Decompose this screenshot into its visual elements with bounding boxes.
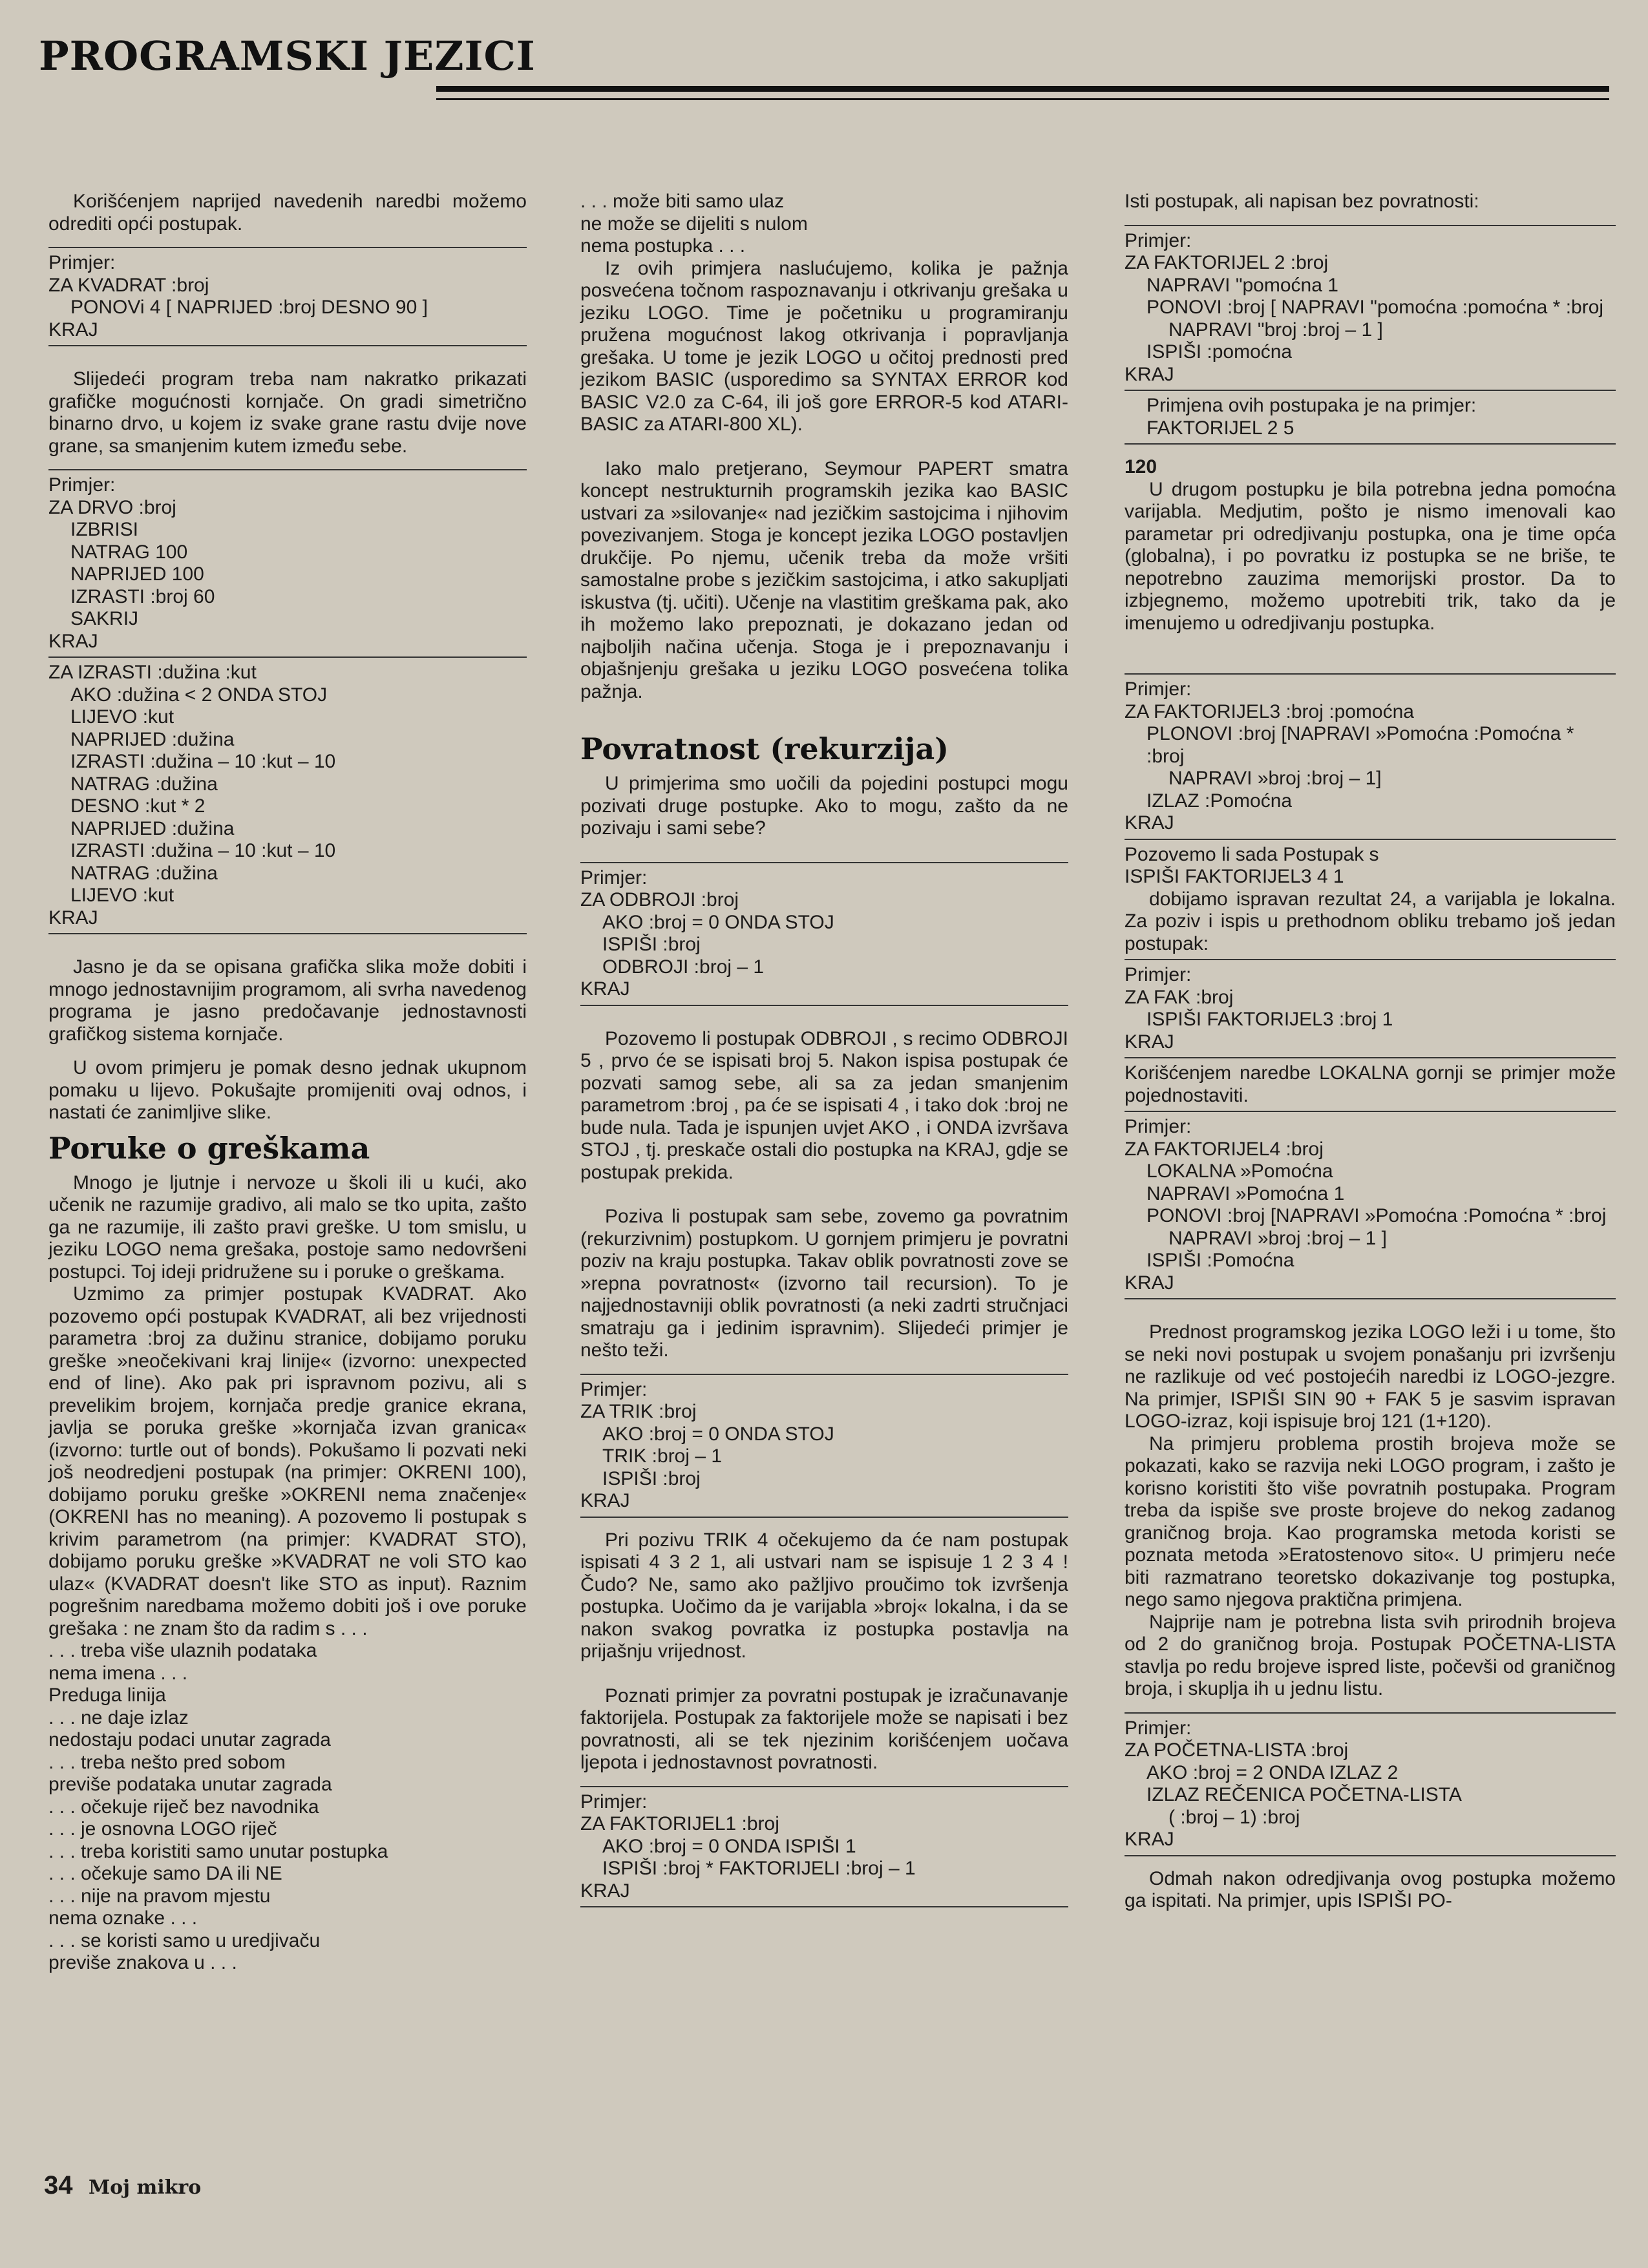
code-line: IZBRISI (70, 519, 139, 540)
code-line: Primjer: (1125, 964, 1192, 985)
code-example (1125, 960, 1616, 1058)
code-line: KRAJ (48, 907, 98, 929)
code-line: KRAJ (580, 978, 630, 1000)
code-line: KRAJ (1125, 1272, 1174, 1294)
code-line: Pozovemo li sada Postupak s (1125, 843, 1379, 865)
code-line: ISPIŠI :broj * FAKTORIJELI :broj – 1 (602, 1858, 916, 1879)
code-line: KRAJ (1125, 1031, 1174, 1053)
code-line: IZLAZ :Pomoćna (1146, 790, 1293, 812)
list-item: . . . je osnovna LOGO riječ (48, 1818, 277, 1840)
code-example (580, 1374, 1068, 1518)
code-line: ISPIŠI FAKTORIJEL3 :broj 1 (1146, 1009, 1393, 1030)
paragraph: Prednost programskog jezika LOGO leži i u tome, što se neki novi postupak u svojem ponašanju pri izvršenju ne razlikuje od već postojećih naredbi iz LOGO-jezgre. Na primjer, ISPIŠI SIN 90 + FAK 5 je sasvim ispravan LOGO-izraz, koji ispisuje broj 121 (1+120). (1125, 1321, 1616, 1432)
code-example (1125, 391, 1616, 445)
paragraph: Iz ovih primjera naslućujemo, kolika je pažnja posvećena točnom raspoznavanju i otkrivanju grešaka u jeziku LOGO. Time je početniku u programiranju pružena mogućnost lakog otkrivanja i popravljanja grešaka. U tome je jezik LOGO u očitoj prednosti pred jezikom BASIC (usporedimo sa SYNTAX ERROR kod BASIC V2.0 za C-64, ili još gore ERROR-5 kod ATARI-BASIC za ATARI-800 XL). (580, 257, 1068, 435)
code-line: PLONOVI :broj [NAPRAVI »Pomoćna :Pomoćna * :broj (1146, 723, 1574, 767)
paragraph: Jasno je da se opisana grafička slika može dobiti i mnogo jednostavnijim programom, ali svrha navedenog programa je jasno predočavanje jednostavnosti grafičkog sistema kornjače. (48, 956, 527, 1045)
paragraph: Mnogo je ljutnje i nervoze u školi ili u kući, ako učenik ne razumije gradivo, ali malo se tko upita, zašto ga ne razumije, ili zašto pravi greške. U tom smislu, u jeziku LOGO nema grešaka, postoje samo nedovršeni postupci. Toj ideji pridružene su i poruke o greškama. (48, 1171, 527, 1283)
code-line: Primjer: (48, 474, 116, 496)
code-line: ZA FAK :broj (1125, 986, 1234, 1008)
result-value: 120 (1125, 456, 1157, 478)
code-line: ZA IZRASTI :dužina :kut (48, 662, 257, 683)
code-line: KRAJ (580, 1880, 630, 1902)
list-item: Preduga linija (48, 1685, 166, 1706)
paragraph: Iako malo pretjerano, Seymour PAPERT smatra koncept nestrukturnih programskih jezika kao BASIC ustvari za »silovanje« nad jezičkim sastojcima i njihovim povezivanjem. Stoga je koncept jezika LOGO postavljen drukčije. Po njemu, učenik treba da može vršiti samostalne probe s jezičkim sastojcima, i atko sakupljati iskustva (tj. učiti). Učenje na vlastitim greškama pak, ako ih možemo lako prepoznati, je dokazano jedan od najboljih načina učenja. Stoga je i prepoznavanju i objašnjenju grešaka u jeziku LOGO posvećena tolika pažnja. (580, 457, 1068, 702)
code-line: ISPIŠI :pomoćna (1146, 341, 1293, 362)
code-line: ( :broj – 1) :broj (1168, 1806, 1300, 1828)
paragraph: Poznati primjer za povratni postupak je izračunavanje faktorijela. Postupak za faktorijele može se napisati i bez povratnosti, ali se tek njezinim korišćenjem uočava ljepota i jednostavnost povratnosti. (580, 1685, 1068, 1773)
code-line: AKO :broj = 0 ONDA ISPIŠI 1 (602, 1835, 856, 1857)
code-line: Primjena ovih postupaka je na primjer: (1146, 395, 1477, 416)
paragraph: U primjerima smo uočili da pojedini postupci mogu pozivati druge postupke. Ako to mogu, zašto da ne pozivaju i sami sebe? (580, 773, 1068, 839)
code-line: IZRASTI :dužina – 10 :kut – 10 (70, 840, 336, 861)
code-line: Primjer: (1125, 1717, 1192, 1739)
code-line: LIJEVO :kut (70, 706, 174, 728)
list-item: . . . treba više ulaznih podataka (48, 1640, 317, 1661)
code-line: AKO :dužina < 2 ONDA STOJ (70, 684, 328, 706)
code-line: NAPRIJED :dužina (70, 728, 235, 750)
code-line: KRAJ (1125, 1829, 1174, 1850)
header-rule (436, 86, 1609, 92)
list-item: . . . treba koristiti samo unutar postupka (48, 1840, 388, 1862)
code-line: NAPRAVI "broj :broj – 1 ] (1168, 319, 1383, 341)
list-item: nema postupka . . . (580, 235, 746, 257)
code-line: ISPIŠI :broj (602, 1467, 701, 1489)
paragraph: Odmah nakon odredjivanja ovog postupka možemo ga ispitati. Na primjer, upis ISPIŠI PO- (1125, 1867, 1616, 1911)
code-line: NAPRAVI »Pomoćna 1 (1146, 1182, 1345, 1204)
code-line: SAKRIJ (70, 608, 139, 629)
code-line: NATRAG :dužina (70, 862, 218, 884)
code-example (1125, 225, 1616, 392)
code-line: NATRAG :dužina (70, 773, 218, 795)
code-line: NAPRAVI "pomoćna 1 (1146, 274, 1338, 296)
header-rule-thin (436, 98, 1609, 100)
code-example (1125, 673, 1616, 840)
code-line: Primjer: (48, 252, 116, 273)
column-2 (580, 191, 1068, 1907)
code-example (48, 469, 527, 658)
code-example (1125, 1712, 1616, 1856)
code-line: ZA ODBROJI :broj (580, 889, 739, 910)
error-message-list (48, 1640, 527, 1975)
list-item: . . . očekuje riječ bez navodnika (48, 1796, 319, 1818)
paragraph: Poziva li postupak sam sebe, zovemo ga povratnim (rekurzivnim) postupkom. U gornjem primjeru je povratni poziv na kraju postupka. Takav oblik povratnosti zove se »repna povratnost« (izvorno tail recursion). To je najjednostavniji oblik povratnosti (a neki zadrti stručnjaci smatraju ga i jedinim ispravnim). Slijedeći primjer je nešto teži. (580, 1206, 1068, 1361)
paragraph: Na primjeru problema prostih brojeva može se pokazati, kako se razvija neki LOGO program, i zašto je korisno koristiti što više povratnih postupaka. Program treba da ispiše sve proste brojeve do nekog zadanog graničnog broja. Kao programska metoda koristi se poznata metoda »Eratostenovo sito«. U primjeru neće biti razmatrano teoretsko dokazivanje tog postupka, nego samo njegova praktična primjena. (1125, 1433, 1616, 1610)
paragraph: Slijedeći program treba nam nakratko prikazati grafičke mogućnosti kornjače. On gradi simetrično binarno drvo, u kojem iz svake grane rastu dvije nove grane, sa smanjenim kutem između sebe. (48, 368, 527, 457)
code-line: LOKALNA »Pomoćna (1146, 1160, 1333, 1182)
list-item: . . . nije na pravom mjestu (48, 1885, 271, 1907)
column-1 (48, 191, 527, 1975)
list-item: previše podataka unutar zagrada (48, 1774, 332, 1795)
code-line: FAKTORIJEL 2 5 (1146, 417, 1294, 439)
paragraph: Pri pozivu TRIK 4 očekujemo da će nam postupak ispisati 4 3 2 1, ali ustvari nam se ispisuje 1 2 3 4 ! Čudo? Ne, samo ako pažljivo proučimo tok izvršenja postupka. Uočimo da je varijabla »broj« lokalna, i da se nakon svakog povratka iz postupka postavlja na prijašnju vrijednost. (580, 1529, 1068, 1662)
code-line: PONOVI :broj [ NAPRAVI "pomoćna :pomoćna * :broj (1146, 297, 1604, 318)
list-item: previše znakova u . . . (48, 1952, 237, 1973)
paragraph: Korišćenjem naprijed navedenih naredbi možemo odrediti opći postupak. (48, 191, 527, 235)
paragraph: Isti postupak, ali napisan bez povratnosti: (1125, 191, 1479, 212)
code-line: IZRASTI :dužina – 10 :kut – 10 (70, 751, 336, 772)
code-line: KRAJ (1125, 363, 1174, 385)
paragraph: Pozovemo li postupak ODBROJI , s recimo ODBROJI 5 , prvo će se ispisati broj 5. Nakon ispisa postupak će pozvati samog sebe, ali sa za jedan smanjenim parametrom :broj , pa će se ispisati 4 , i tako dok :broj ne bude nula. Tada je ispunjen uvjet AKO , i ONDA izvršava STOJ , tj. preskače ostali dio postupka na KRAJ, gdje se postupak prekida. (580, 1027, 1068, 1183)
code-example (580, 1786, 1068, 1908)
code-line: KRAJ (48, 630, 98, 652)
text-box (1125, 1058, 1616, 1112)
code-line: Primjer: (580, 1790, 648, 1812)
list-item: . . . očekuje samo DA ili NE (48, 1863, 282, 1884)
code-line: ZA TRIK :broj (580, 1401, 697, 1422)
list-item: ne može se dijeliti s nulom (580, 213, 808, 235)
code-line: KRAJ (48, 319, 98, 341)
list-item: nema oznake . . . (48, 1907, 198, 1929)
code-example (48, 247, 527, 346)
code-line: IZLAZ REČENICA POČETNA-LISTA (1146, 1784, 1462, 1805)
code-line: ISPIŠI :broj (602, 934, 701, 955)
page-header (39, 26, 1609, 103)
code-line: IZRASTI :broj 60 (70, 585, 215, 607)
paragraph: U ovom primjeru je pomak desno jednak ukupnom pomaku u lijevo. Pokušajte promijeniti ovaj odnos, i nastati će zanimljive slike. (48, 1057, 527, 1123)
code-line: DESNO :kut * 2 (70, 795, 206, 817)
code-line: ISPIŠI :Pomoćna (1146, 1250, 1294, 1271)
code-line: AKO :broj = 0 ONDA STOJ (602, 911, 834, 933)
page-footer (44, 2171, 201, 2200)
column-3 (1125, 191, 1616, 1913)
code-line: Primjer: (1125, 1116, 1192, 1137)
code-line: ZA KVADRAT :broj (48, 274, 209, 296)
list-item: nema imena . . . (48, 1662, 188, 1684)
code-line: ZA FAKTORIJEL3 :broj :pomoćna (1125, 700, 1414, 722)
code-line: KRAJ (1125, 812, 1174, 834)
code-line: Primjer: (580, 866, 648, 888)
paragraph: U drugom postupku je bila potrebna jedna pomoćna varijabla. Medjutim, pošto je nismo imenovali kao parametar pri odredjivanju postupka, ona je time opća (globalna), i po povratku iz postupka se ne briše, te nepotrebno zauzima memorijski prostor. Da to izbjegnemo, možemo upotrebiti trik, tako da je imenujemo u odredjivanju postupka. (1125, 478, 1616, 634)
list-item: . . . može biti samo ulaz (580, 191, 785, 212)
section-heading: Poruke o greškama (48, 1130, 370, 1166)
paragraph: Uzmimo za primjer postupak KVADRAT. Ako pozovemo opći postupak KVADRAT, ali bez vrijednosti parametra :broj za dužinu stranice, dobijamo poruku greške »neočekivani kraj linije« (izvorno: unexpected end of line). Ako pak pri ispravnom pozivu, ali s prevelikim brojem, kornjača predje granice ekrana, javlja se poruka greške »kornjača izvan granica« (izvorno: turtle out of bonds). Pokušamo li pozvati neki još neodredjeni postupak (na primjer: OKRENI 100), dobijamo poruku greške »OKRENI nema značenje« (OKRENI has no meaning). A pozovemo li postupak s krivim parametrom (na primjer: KVADRAT STO), dobijamo poruku greške »KVADRAT ne voli STO kao ulaz« (KVADRAT doesn't like STO as input). Raznim pogrešnim naredbama možemo dobiti još i ove poruke grešaka : ne znam što da radim s . . . (48, 1283, 527, 1639)
paragraph: dobijamo ispravan rezultat 24, a varijabla je lokalna. Za poziv i ispis u prethodnom obliku trebamo još jedan postupak: (1125, 888, 1616, 954)
code-example (1125, 1112, 1616, 1299)
magazine-name: Moj mikro (88, 2176, 202, 2199)
code-example (580, 862, 1068, 1006)
code-line: NAPRAVI »broj :broj – 1 ] (1168, 1227, 1387, 1249)
section-title: PROGRAMSKI JEZICI (39, 32, 536, 79)
code-line: LIJEVO :kut (70, 885, 174, 906)
paragraph: Najprije nam je potrebna lista svih prirodnih brojeva od 2 do graničnog broja. Postupak POČETNA-LISTA stavlja po redu brojeve ispred liste, počevši od graničnog broja, i skuplja ih u jednu listu. (1125, 1611, 1616, 1699)
code-line: NAPRIJED :dužina (70, 817, 235, 839)
code-line: Primjer: (580, 1378, 648, 1400)
code-line: ZA POČETNA-LISTA :broj (1125, 1739, 1349, 1761)
paragraph: Korišćenjem naredbe LOKALNA gornji se primjer može pojednostaviti. (1125, 1062, 1616, 1106)
code-line: Primjer: (1125, 229, 1192, 251)
page-number: 34 (44, 2171, 73, 2200)
list-item: . . . se koristi samo u uredjivaču (48, 1929, 321, 1951)
code-line: AKO :broj = 2 ONDA IZLAZ 2 (1146, 1761, 1399, 1783)
code-line: ZA FAKTORIJEL1 :broj (580, 1813, 779, 1834)
code-line: PONOVI :broj [NAPRAVI »Pomoćna :Pomoćna * :broj (1146, 1205, 1607, 1226)
code-line: NAPRIJED 100 (70, 563, 204, 585)
list-item: . . . ne daje izlaz (48, 1706, 189, 1728)
code-line: ZA DRVO :broj (48, 496, 176, 518)
list-item: nedostaju podaci unutar zagrada (48, 1729, 331, 1750)
text-box (1125, 840, 1616, 961)
code-line: ODBROJI :broj – 1 (602, 956, 765, 978)
code-line: PONOVi 4 [ NAPRIJED :broj DESNO 90 ] (70, 297, 428, 318)
list-item: . . . treba nešto pred sobom (48, 1751, 286, 1773)
code-line: KRAJ (580, 1490, 630, 1511)
code-line: Primjer: (1125, 678, 1192, 700)
code-line: TRIK :broj – 1 (602, 1445, 723, 1467)
section-heading: Povratnost (rekurzija) (580, 731, 949, 766)
code-line: NAPRAVI »broj :broj – 1] (1168, 768, 1382, 789)
code-line: NATRAG 100 (70, 541, 188, 563)
code-example (48, 658, 527, 934)
code-line: ISPIŠI FAKTORIJEL3 4 1 (1125, 866, 1344, 887)
code-line: ZA FAKTORIJEL4 :broj (1125, 1138, 1324, 1160)
code-line: AKO :broj = 0 ONDA STOJ (602, 1423, 834, 1445)
code-line: ZA FAKTORIJEL 2 :broj (1125, 252, 1329, 273)
